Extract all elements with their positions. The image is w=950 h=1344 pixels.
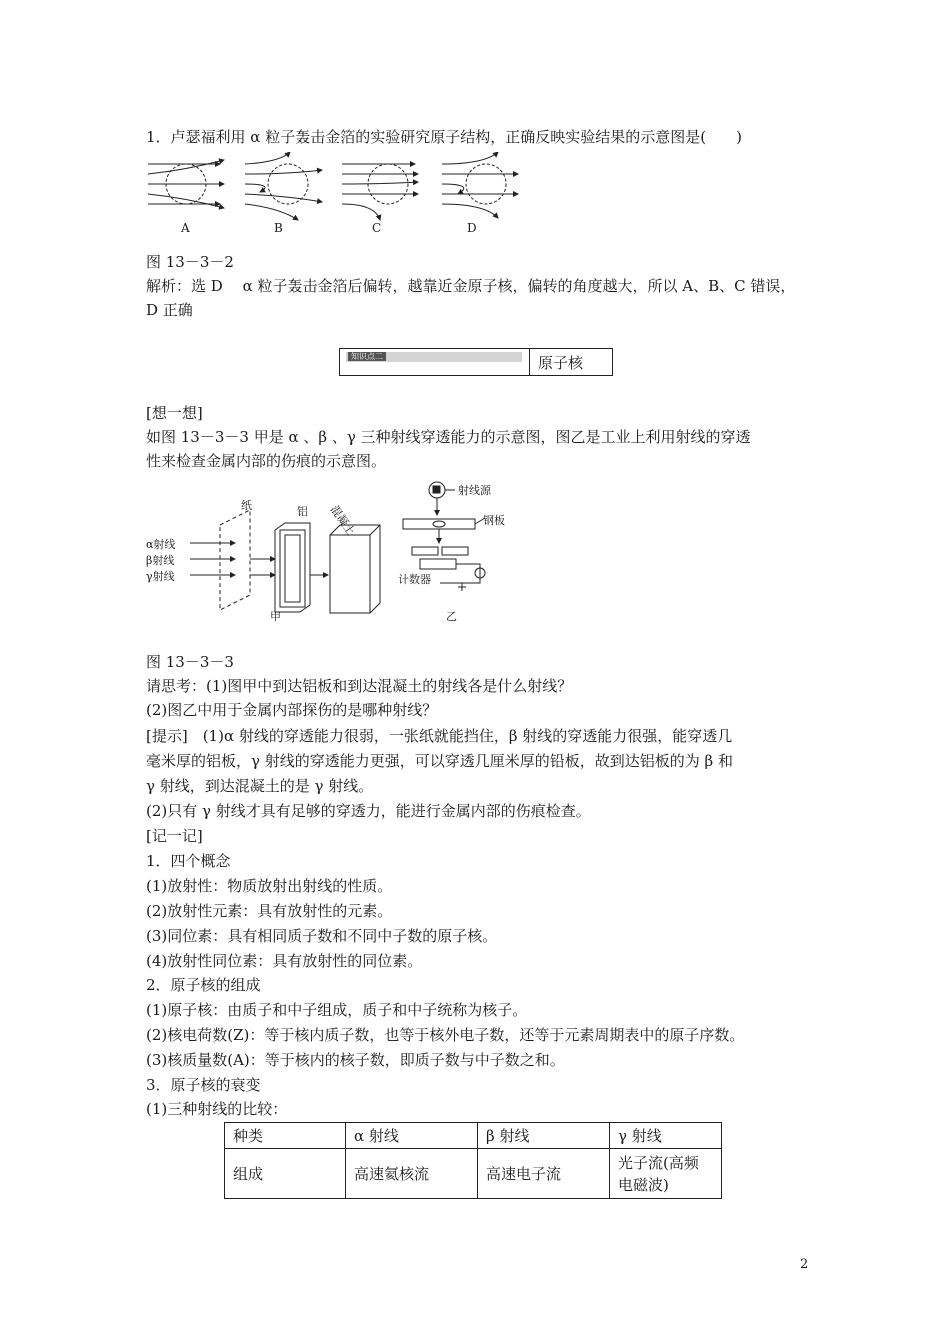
yi-label: 乙	[446, 610, 457, 623]
ray-comparison-table	[224, 1122, 722, 1199]
diagram-c	[342, 164, 418, 220]
section-1-item-3: (3)同位素：具有相同质子数和不同中子数的原子核。	[146, 927, 498, 945]
ray-gamma-label: γ射线	[146, 570, 175, 583]
question-text-1: 请思考：(1)图甲中到达铝板和到达混凝土的射线各是什么射线？	[146, 677, 573, 695]
question-1: 1．卢瑟福利用 α 粒子轰击金箔的实验研究原子结构，正确反映实验结果的示意图是( )	[146, 128, 742, 146]
table-cell	[610, 1149, 722, 1199]
knowledge-title: 原子核	[538, 354, 584, 372]
counter-label: 计数器	[398, 573, 431, 586]
diagram-d	[442, 152, 518, 218]
table-cell: 高速氦核流	[346, 1149, 478, 1199]
diagram-a	[148, 160, 224, 208]
section-1-item-4: (4)放射性同位素：具有放射性的同位素。	[146, 952, 423, 970]
option-d-label: D	[467, 221, 477, 235]
option-a-label: A	[181, 221, 190, 235]
option-b-label: B	[274, 221, 283, 235]
figure-caption-1: 图 13－3－2	[146, 253, 234, 271]
analysis-line-2: D 正确	[146, 301, 193, 319]
table-row	[225, 1149, 722, 1199]
steel-label: 钢板	[483, 514, 505, 527]
paper-label: 纸	[241, 499, 252, 512]
option-c-label: C	[372, 221, 382, 235]
table-header: γ 射线	[610, 1123, 722, 1149]
knowledge-point-box	[339, 348, 613, 376]
table-cell-line: 光子流(高频	[618, 1153, 699, 1172]
ray-beta-label: β射线	[146, 554, 175, 567]
section-1-title: 1．四个概念	[146, 852, 231, 870]
section-2-item-3: (3)核质量数(A)：等于核内的核子数，即质子数与中子数之和。	[146, 1051, 565, 1069]
table-header: β 射线	[478, 1123, 610, 1149]
table-cell: 组成	[225, 1149, 346, 1199]
think-text-1: 如图 13－3－3 甲是 α 、β 、γ 三种射线穿透能力的示意图，图乙是工业上利用射线的穿透	[146, 428, 751, 446]
table-cell-line: 电磁波)	[618, 1175, 669, 1194]
aluminum-label: 铝	[297, 505, 308, 518]
hint-line-4: (2)只有 γ 射线才具有足够的穿透力，能进行金属内部的伤痕检查。	[146, 802, 591, 820]
ray-alpha-label: α射线	[146, 538, 176, 551]
section-3-item-1: (1)三种射线的比较：	[146, 1100, 288, 1118]
analysis-line-1: 解析：选 D α 粒子轰击金箔后偏转，越靠近金原子核，偏转的角度越大，所以 A、B、C 错误，	[146, 277, 796, 295]
section-2-item-2: (2)核电荷数(Z)：等于核内质子数，也等于核外电子数，还等于元素周期表中的原子序数。	[146, 1026, 745, 1044]
section-1-item-1: (1)放射性：物质放射出射线的性质。	[146, 877, 393, 895]
think-heading: [想一想]	[146, 404, 203, 422]
remember-heading: [记一记]	[146, 827, 203, 845]
figure-caption-2: 图 13－3－3	[146, 653, 234, 671]
hint-line-2: 毫米厚的铝板，γ 射线的穿透能力更强，可以穿透几厘米厚的铅板，故到达铝板的为 β 和	[146, 752, 733, 770]
jia-label: 甲	[270, 610, 281, 623]
diagram-b	[245, 152, 322, 220]
table-header: α 射线	[346, 1123, 478, 1149]
table-cell: 高速电子流	[478, 1149, 610, 1199]
concrete-label: 混凝土	[327, 503, 358, 538]
table-header: 种类	[225, 1123, 346, 1149]
hint-line-3: γ 射线，到达混凝土的是 γ 射线。	[146, 777, 374, 795]
section-2-item-1: (1)原子核：由质子和中子组成，质子和中子统称为核子。	[146, 1001, 528, 1019]
think-text-2: 性来检查金属内部的伤痕的示意图。	[146, 452, 387, 470]
hint-line-1: [提示] (1)α 射线的穿透能力很弱，一张纸就能挡住，β 射线的穿透能力很强，能穿透几	[146, 727, 733, 745]
alpha-scattering-figure	[140, 152, 520, 240]
table-header-row	[225, 1123, 722, 1149]
section-2-title: 2．原子核的组成	[146, 976, 261, 994]
section-3-title: 3．原子核的衰变	[146, 1076, 261, 1094]
page-number: 2	[800, 1257, 809, 1272]
knowledge-tag: 知识点二	[346, 352, 522, 362]
section-1-item-2: (2)放射性元素：具有放射性的元素。	[146, 902, 393, 920]
source-label: 射线源	[458, 484, 491, 497]
question-text-2: (2)图乙中用于金属内部探伤的是哪种射线？	[146, 701, 438, 719]
